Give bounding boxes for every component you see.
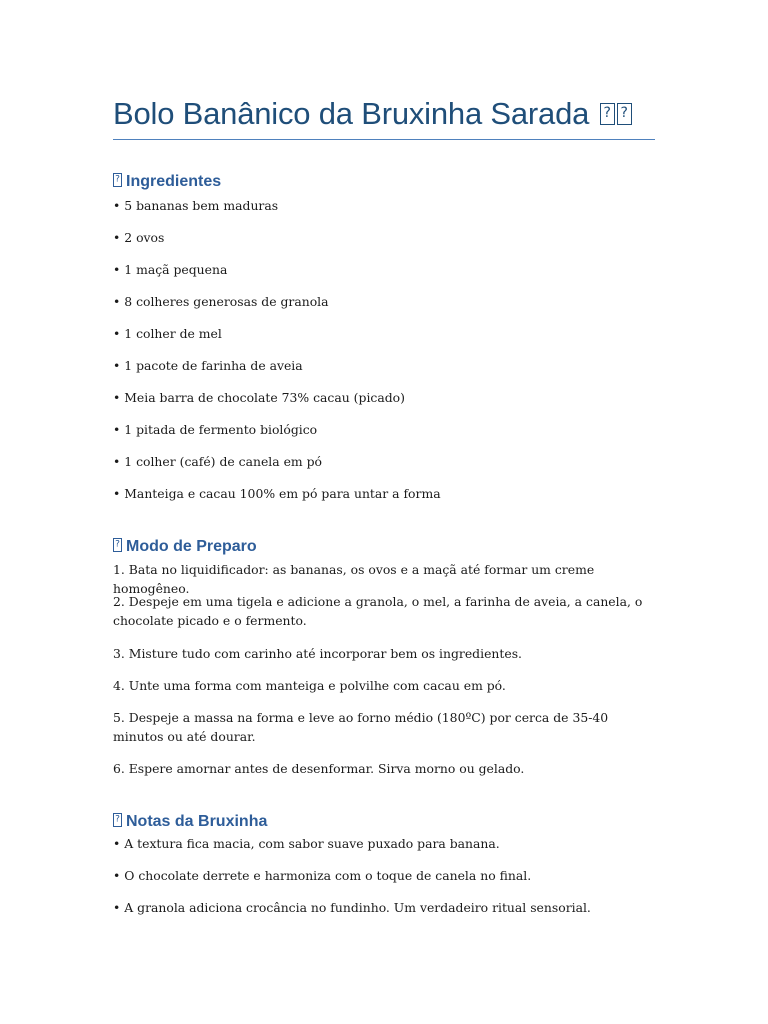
missing-glyph-icon — [600, 103, 615, 125]
list-item: • Meia barra de chocolate 73% cacau (picado) — [113, 390, 405, 405]
list-item: 5. Despeje a massa na forma e leve ao forno médio (180ºC) por cerca de 35-40 minutos ou até dourar. — [113, 710, 609, 744]
list-item: 1. Bata no liquidificador: as bananas, os ovos e a maçã até formar um creme homogêneo. — [113, 562, 595, 596]
list-item: • Manteiga e cacau 100% em pó para untar a forma — [113, 486, 441, 501]
list-item: • A granola adiciona crocância no fundinho. Um verdadeiro ritual sensorial. — [113, 900, 591, 915]
missing-glyph-icon — [113, 538, 122, 552]
title-divider — [113, 139, 655, 140]
list-item: • 8 colheres generosas de granola — [113, 294, 329, 309]
ingredients-heading-text: Ingredientes — [126, 173, 222, 190]
notes-heading-text: Notas da Bruxinha — [126, 813, 268, 830]
ingredients-heading — [113, 172, 655, 192]
list-item: • 5 bananas bem maduras — [113, 198, 279, 213]
list-item: • 1 maçã pequena — [113, 262, 228, 277]
page-title — [113, 94, 655, 134]
missing-glyph-icon — [617, 103, 632, 125]
list-item: 6. Espere amornar antes de desenformar. Sirva morno ou gelado. — [113, 761, 525, 776]
list-item: 3. Misture tudo com carinho até incorporar bem os ingredientes. — [113, 646, 522, 661]
list-item: • 1 colher (café) de canela em pó — [113, 454, 323, 469]
list-item: • 1 colher de mel — [113, 326, 222, 341]
preparation-heading-text: Modo de Preparo — [126, 538, 257, 555]
list-item: • 1 pacote de farinha de aveia — [113, 358, 303, 373]
list-item: • A textura fica macia, com sabor suave puxado para banana. — [113, 836, 500, 851]
list-item: • 2 ovos — [113, 230, 165, 245]
list-item: • O chocolate derrete e harmoniza com o toque de canela no final. — [113, 868, 532, 883]
missing-glyph-icon — [113, 813, 122, 827]
preparation-heading — [113, 537, 655, 557]
list-item: 2. Despeje em uma tigela e adicione a granola, o mel, a farinha de aveia, a canela, o chocolate picado e o fermento. — [113, 594, 643, 628]
notes-heading — [113, 812, 655, 832]
missing-glyph-icon — [113, 173, 122, 187]
list-item: 4. Unte uma forma com manteiga e polvilhe com cacau em pó. — [113, 678, 506, 693]
page-title-text: Bolo Banânico da Bruxinha Sarada — [113, 96, 590, 131]
list-item: • 1 pitada de fermento biológico — [113, 422, 318, 437]
